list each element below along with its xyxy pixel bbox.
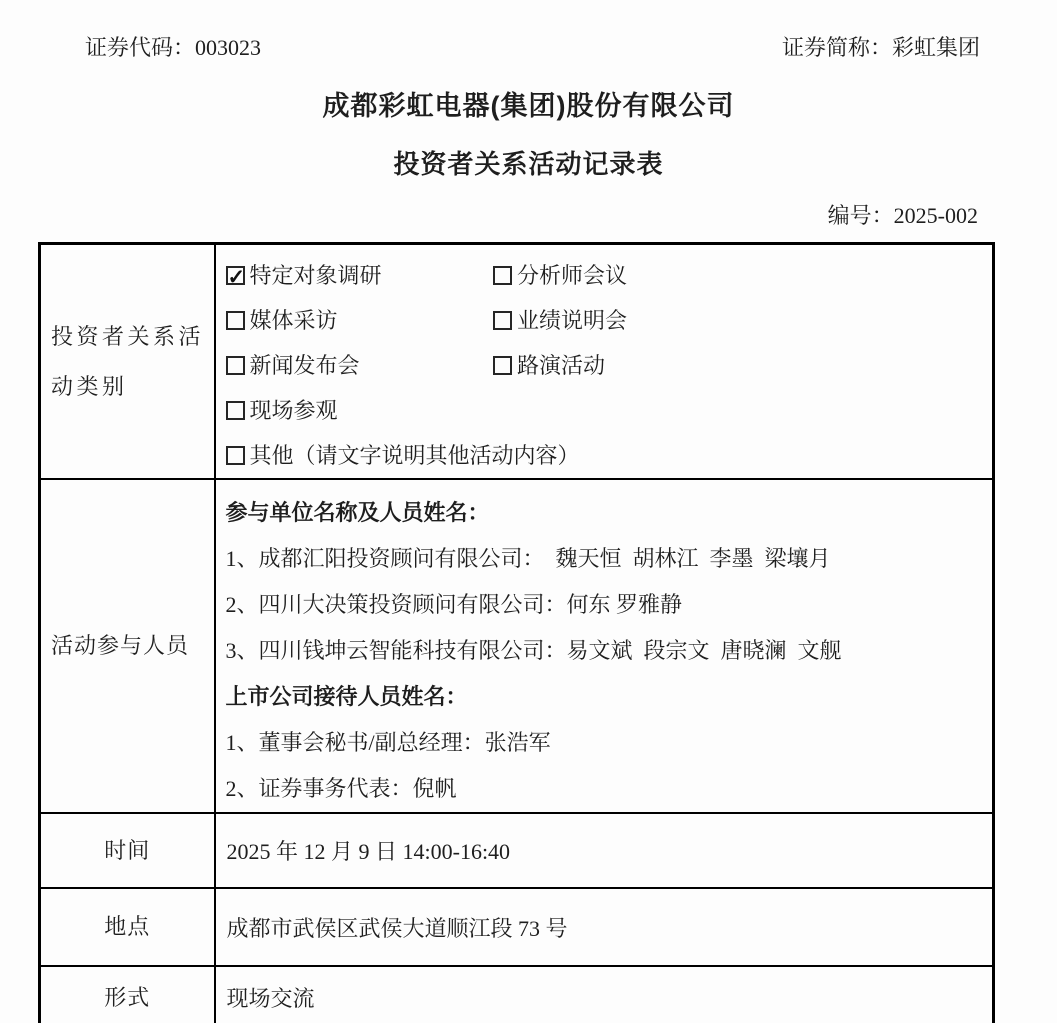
checkbox-empty-icon bbox=[493, 311, 512, 330]
row-format bbox=[40, 966, 994, 1023]
reception-line: 1、董事会秘书/副总经理：张浩军 bbox=[225, 730, 551, 755]
activity-type-options bbox=[215, 244, 994, 480]
checkbox-empty-icon bbox=[226, 356, 245, 375]
reception-line: 2、证券事务代表：倪帆 bbox=[225, 776, 457, 801]
meta-row bbox=[0, 0, 1057, 62]
participants-section-heading: 参与单位名称及人员姓名： bbox=[225, 500, 490, 525]
checkbox-option-site-visit bbox=[226, 388, 488, 433]
checkbox-label: 媒体采访 bbox=[249, 308, 338, 333]
checkbox-option-targeted-research bbox=[226, 253, 488, 298]
format-value: 现场交流 bbox=[215, 966, 994, 1023]
checkbox-line bbox=[226, 298, 987, 343]
row-time bbox=[40, 813, 994, 888]
doc-number: 编号：2025-002 bbox=[827, 203, 978, 228]
checkbox-checked-icon bbox=[226, 266, 245, 285]
checkbox-line bbox=[226, 343, 987, 388]
checkbox-label: 分析师会议 bbox=[517, 263, 628, 288]
doc-title: 投资者关系活动记录表 bbox=[393, 149, 664, 179]
checkbox-label: 路演活动 bbox=[517, 353, 606, 378]
row-activity-type bbox=[40, 244, 994, 480]
participant-line: 3、四川钱坤云智能科技有限公司：易文斌 段宗文 唐晓澜 文舰 bbox=[225, 638, 842, 663]
row-location bbox=[40, 888, 994, 966]
checkbox-option-media-interview bbox=[226, 298, 488, 343]
participants-content bbox=[215, 479, 994, 813]
format-label: 形式 bbox=[40, 966, 215, 1023]
checkbox-label: 其他（请文字说明其他活动内容） bbox=[249, 443, 580, 468]
checkbox-line bbox=[226, 433, 987, 478]
participants-label: 活动参与人员 bbox=[40, 479, 215, 813]
activity-type-label: 投资者关系活动类别 bbox=[40, 244, 215, 480]
checkbox-label: 业绩说明会 bbox=[517, 308, 628, 333]
record-table bbox=[38, 242, 995, 1023]
checkbox-label: 特定对象调研 bbox=[249, 263, 382, 288]
participant-line: 2、四川大决策投资顾问有限公司：何东 罗雅静 bbox=[225, 592, 683, 617]
checkbox-empty-icon bbox=[493, 356, 512, 375]
company-title: 成都彩虹电器(集团)股份有限公司 bbox=[322, 91, 735, 121]
stock-code-label: 证券代码：003023 bbox=[85, 35, 262, 60]
checkbox-line bbox=[226, 388, 987, 433]
time-value: 2025 年 12 月 9 日 14:00-16:40 bbox=[215, 813, 994, 888]
reception-section-heading: 上市公司接待人员姓名： bbox=[225, 684, 468, 709]
checkbox-option-analyst-meeting bbox=[493, 263, 627, 288]
checkbox-option-roadshow bbox=[493, 353, 605, 378]
participant-line: 1、成都汇阳投资顾问有限公司： 魏天恒 胡林江 李墨 梁壤月 bbox=[225, 546, 831, 571]
location-value: 成都市武侯区武侯大道顺江段 73 号 bbox=[215, 888, 994, 966]
checkbox-line bbox=[226, 253, 987, 298]
checkbox-empty-icon bbox=[226, 311, 245, 330]
checkbox-option-earnings-briefing bbox=[493, 308, 627, 333]
checkbox-empty-icon bbox=[226, 401, 245, 420]
checkbox-empty-icon bbox=[226, 446, 245, 465]
row-participants bbox=[40, 479, 994, 813]
stock-abbr-label: 证券简称：彩虹集团 bbox=[781, 35, 980, 60]
checkbox-label: 新闻发布会 bbox=[249, 353, 360, 378]
checkbox-option-press-conference bbox=[226, 343, 488, 388]
checkbox-option-other bbox=[226, 433, 580, 478]
time-label: 时间 bbox=[40, 813, 215, 888]
checkbox-empty-icon bbox=[493, 266, 512, 285]
location-label: 地点 bbox=[40, 888, 215, 966]
checkbox-label: 现场参观 bbox=[249, 398, 338, 423]
